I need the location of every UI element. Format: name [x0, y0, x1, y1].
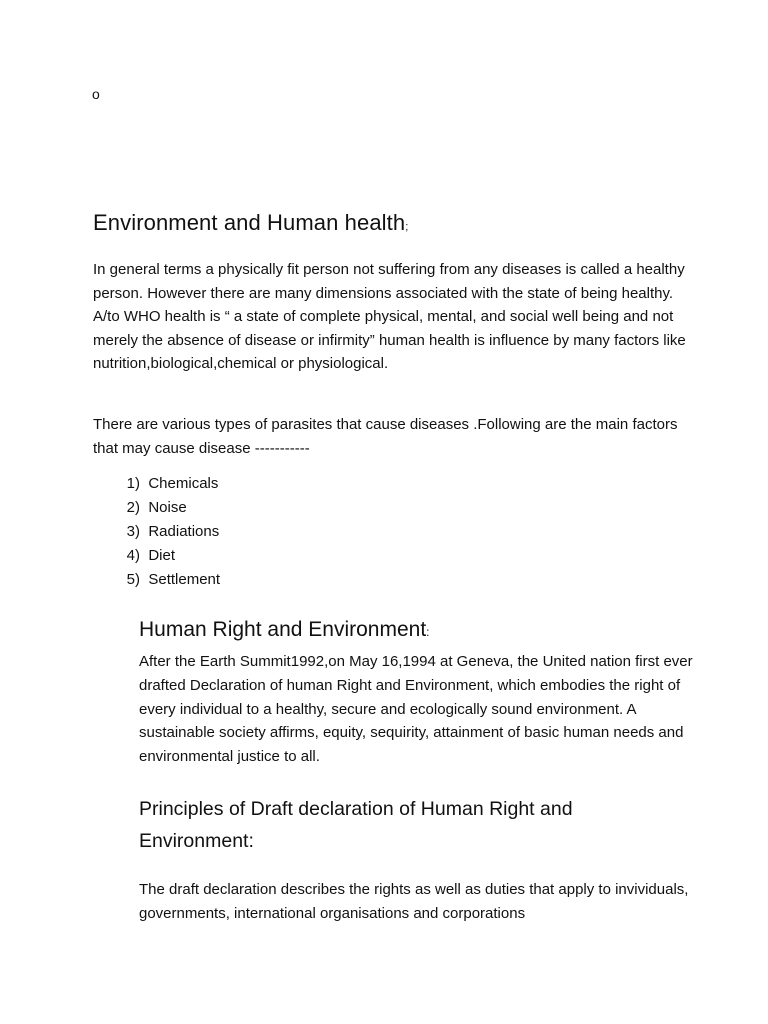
- stray-character: o: [92, 86, 100, 102]
- heading-suffix: :: [426, 625, 430, 639]
- heading-text: Environment and Human health: [93, 210, 406, 235]
- heading-human-right-environment: [139, 618, 430, 642]
- heading-principles-draft-declaration: Principles of Draft declaration of Human Right and Environment:: [139, 798, 573, 852]
- list-item-number: 4): [126, 547, 140, 564]
- list-item: [93, 544, 220, 568]
- list-item-text: Noise: [148, 499, 187, 516]
- paragraph-health-definition: In general terms a physically fit person not suffering from any diseases is called a healthy person. However there are many dimensions associated with the state of being healthy. A/to WHO health is “ a state of complete physical, mental, and social well being and not merely the absence of disease or infirmity” human health is influence by many factors like nutrition,biological,chemical or physiological.: [93, 261, 686, 373]
- list-item-number: 2): [126, 499, 140, 516]
- list-item: [93, 568, 220, 592]
- list-item-number: 5): [126, 571, 140, 588]
- list-item: [93, 472, 220, 496]
- list-item: [93, 496, 220, 520]
- disease-factors-list: [93, 472, 220, 592]
- paragraph-parasites: There are various types of parasites that cause diseases .Following are the main factors that may cause disease -----------: [93, 416, 678, 457]
- list-item-number: 3): [126, 523, 140, 540]
- heading-suffix: ;: [405, 221, 409, 233]
- heading-environment-human-health: [93, 210, 408, 236]
- list-item-text: Settlement: [148, 571, 221, 588]
- list-item-text: Radiations: [148, 523, 220, 540]
- paragraph-draft-declaration: The draft declaration describes the rights as well as duties that apply to invividuals, governments, international organisations and corporations: [139, 881, 689, 922]
- list-item-number: 1): [126, 475, 140, 492]
- list-item-text: Chemicals: [148, 475, 219, 492]
- list-item: [93, 520, 220, 544]
- list-item-text: Diet: [148, 547, 176, 564]
- paragraph-earth-summit: After the Earth Summit1992,on May 16,1994 at Geneva, the United nation first ever drafted Declaration of human Right and Environment, which embodies the right of every individual to a healthy, secure and ecologically sound environment. A sustainable society affirms, equity, sequirity, attainment of basic human needs and environmental justice to all.: [139, 653, 693, 766]
- heading-text: Human Right and Environment: [139, 618, 427, 641]
